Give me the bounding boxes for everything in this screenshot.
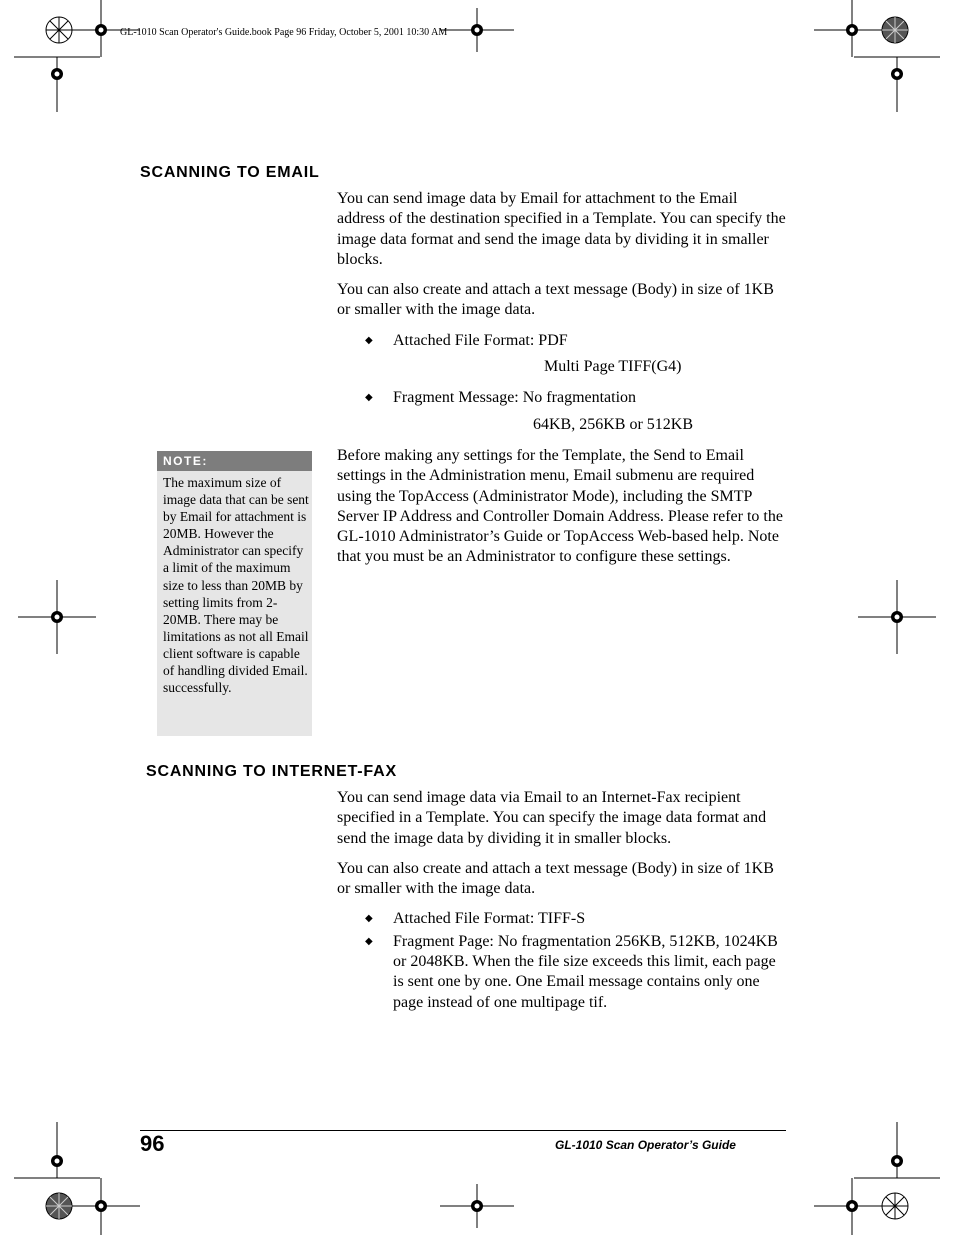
footer-rule [140, 1130, 786, 1131]
bullet-diamond-icon: ◆ [365, 392, 373, 404]
email-paragraph-1: You can send image data by Email for attachment to the Email address of the destination specified in a Template. You can specify the image data format and send the image data by dividing it in smaller blocks. [337, 190, 786, 268]
ifax-bullet-fragment [337, 932, 783, 1013]
ifax-bullet-fragment-text: Fragment Page: No fragmentation 256KB, 512KB, 1024KB or 2048KB. When the file size exceeds this limit, each page is sent one by one. One Email message contains only one page instead of one multipage tif. [393, 932, 778, 1011]
note-text: The maximum size of image data that can be sent by Email for attachment is 20MB. However the Administrator can specify a limit of the maximum size to less than 20MB by setting limits from 2-20MB. There may be limitations as not all Email client software is capable of handling divided Email. successfully. [163, 475, 309, 696]
note-box [157, 451, 312, 736]
email-bullet-format-text: Attached File Format: PDF [393, 331, 568, 349]
section-heading-email: SCANNING TO EMAIL [140, 164, 320, 181]
bullet-diamond-icon: ◆ [365, 334, 373, 346]
ifax-bullet-format-text: Attached File Format: TIFF-S [393, 910, 586, 928]
ifax-paragraph-1: You can send image data via Email to an Internet-Fax recipient specified in a Template. You can specify the image data format and send the image data by dividing it in smaller blocks. [337, 789, 767, 847]
footer-guide-title: GL-1010 Scan Operator’s Guide [555, 1138, 736, 1152]
bullet-diamond-icon: ◆ [365, 913, 373, 925]
print-slug: GL-1010 Scan Operator's Guide.book Page 96 Friday, October 5, 2001 10:30 AM [120, 27, 448, 38]
page-number: 96 [140, 1131, 165, 1156]
email-section-body [337, 189, 787, 578]
ifax-paragraph-2: You can also create and attach a text message (Body) in size of 1KB or smaller with the image data. [337, 859, 774, 898]
ifax-bullet-format [337, 909, 787, 929]
email-bullet-fragment-continuation: 64KB, 256KB or 512KB [533, 415, 694, 433]
email-bullet-fragment [337, 388, 787, 408]
bullet-diamond-icon: ◆ [365, 935, 373, 947]
email-bullet-format-continuation: Multi Page TIFF(G4) [544, 358, 682, 376]
section-heading-internet-fax: SCANNING TO INTERNET-FAX [146, 763, 397, 780]
email-bullet-format [337, 331, 787, 351]
ifax-section-body [337, 788, 787, 1023]
email-bullet-fragment-text: Fragment Message: No fragmentation [393, 389, 637, 407]
email-paragraph-2: You can also create and attach a text message (Body) in size of 1KB or smaller with the image data. [337, 281, 774, 319]
email-paragraph-3: Before making any settings for the Template, the Send to Email settings in the Administration menu, Email submenu are required using the TopAccess (Administrator Mode), including the SMTP Server IP Address and Controller Domain Address. Please refer to the GL-1010 Administrator’s Guide or TopAccess Web-based help. Note that you must be an Administrator to configure these settings. [337, 446, 783, 566]
note-label: NOTE: [157, 451, 312, 471]
